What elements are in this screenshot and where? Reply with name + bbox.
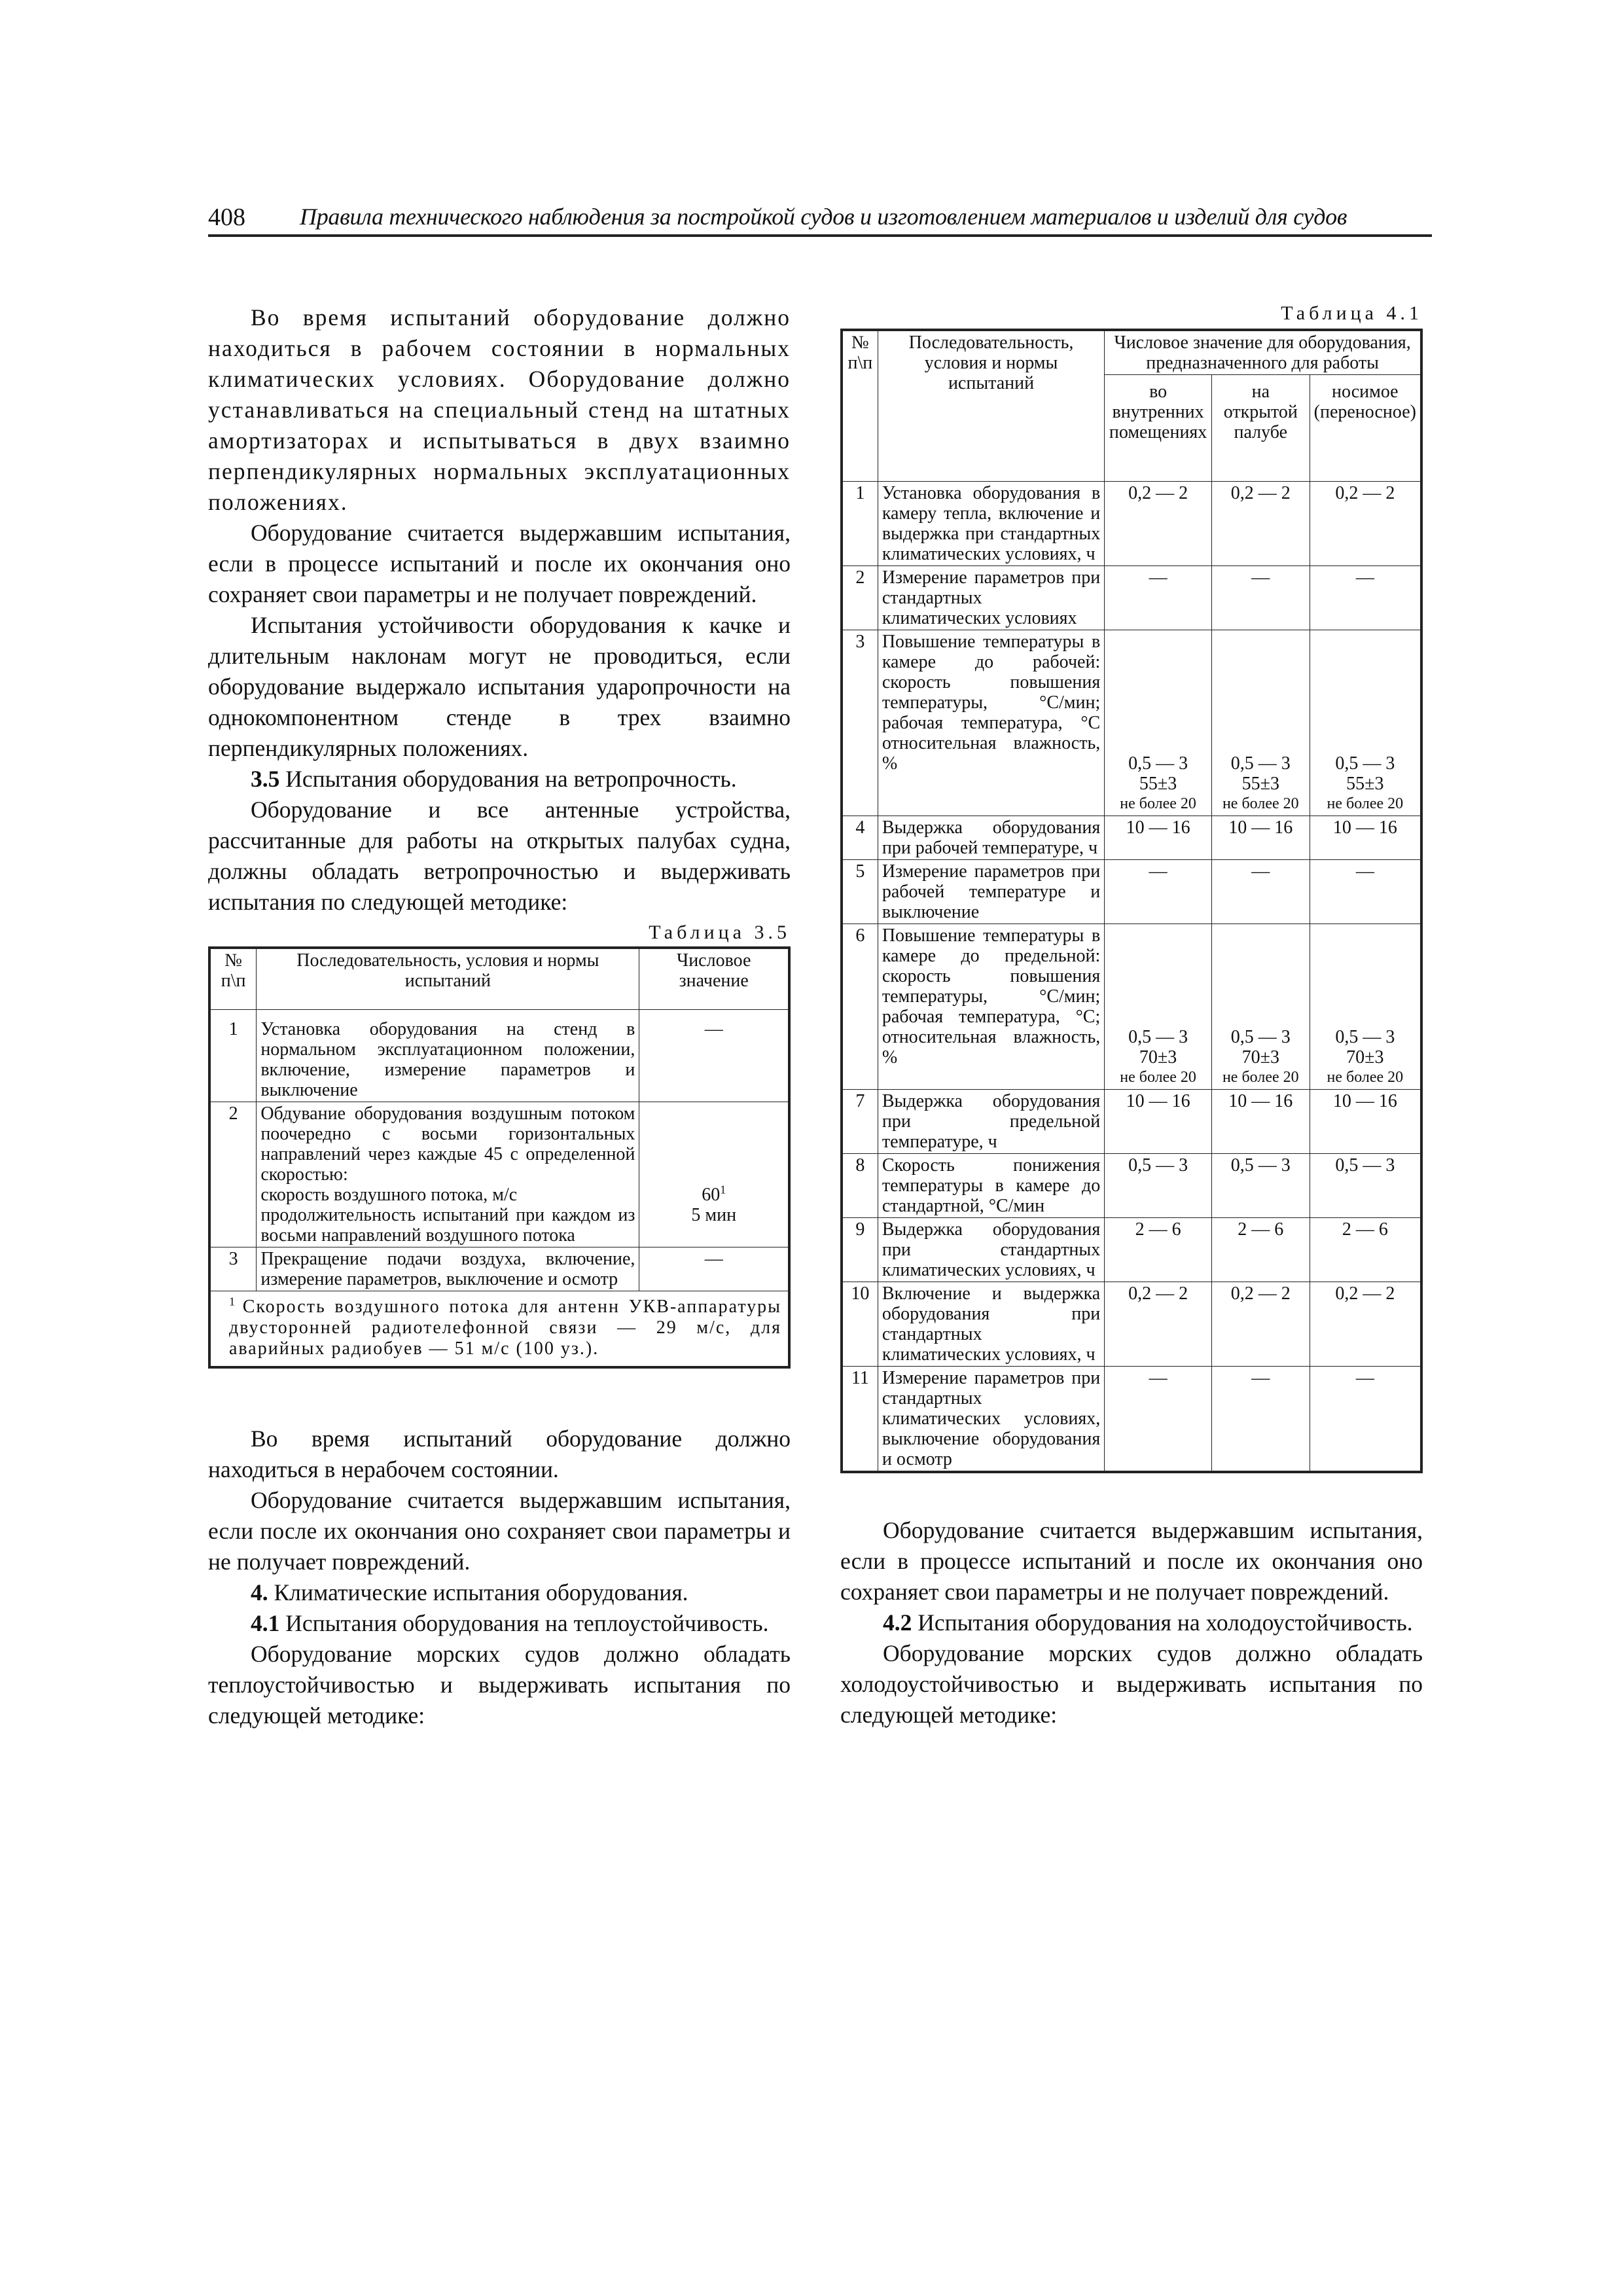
section-heading: 4.2 Испытания оборудования на холодоустойчивость. (883, 1609, 1413, 1636)
row-value: 2 — 6 (1105, 1218, 1212, 1282)
section-number: 3.5 (251, 766, 280, 792)
row-number: 11 (842, 1367, 878, 1473)
page-number: 408 (208, 204, 245, 231)
table-row: 2 Обдувание оборудования воздушным потоком поочередно с восьми горизонтальных направлений через каждые 45 с определенной скоростью: скорость воздушного потока, м/с продолжительность испытаний при каждом из восьми направлений воздушного потока $60^1$ 5 мин (209, 1102, 789, 1247)
header-num: № п\п (842, 330, 878, 482)
row-number: 10 (842, 1282, 878, 1367)
row-value: 10 — 16 (1310, 816, 1421, 860)
row-description: Выдержка оборудования при стандартных климатических условиях, ч (878, 1218, 1104, 1282)
table-footnote-row: $^1$ Скорость воздушного потока для антенн УКВ-аппаратуры двусторонней радиотелефонной связи — 29 м/с, для аварийных радиобуев — 51 м/с (100 уз.). (209, 1291, 789, 1368)
row-value: 0,5 — 3 (1310, 1154, 1421, 1218)
paragraph: Оборудование считается выдержавшим испытания, если после их окончания оно сохраняет свои параметры и не получает повреждений. (208, 1487, 791, 1575)
row-value: 0,5 — 3 55±3 не более 20 (1211, 630, 1310, 816)
row-value: — (1105, 1367, 1212, 1473)
row-description: Измерение параметров при стандартных климатических условиях (878, 566, 1104, 630)
table-3-5 (208, 946, 791, 1369)
table-row: 1 Установка оборудования на стенд в нормальном эксплуатационном положении, включение, измерение параметров и выключение — (209, 1010, 789, 1102)
row-number: 1 (842, 482, 878, 566)
table-row: 3 Прекращение подачи воздуха, включение, измерение параметров, выключение и осмотр — (209, 1247, 789, 1291)
row-value: 0,5 — 3 (1211, 1154, 1310, 1218)
header-indoor: во внутренних помещениях (1105, 375, 1212, 482)
table-row (842, 1367, 1421, 1473)
row-value: 0,5 — 3 (1105, 1154, 1212, 1218)
row-description: Включение и выдержка оборудования при стандартных климатических условиях, ч (878, 1282, 1104, 1367)
row-description: Повышение температуры в камере до предельной: скорость повышения температуры, °С/мин; рабочая температура, °С; относительная влажность, % (878, 924, 1104, 1090)
row-number: 9 (842, 1218, 878, 1282)
paragraph: Испытания устойчивости оборудования к качке и длительным наклонам могут не проводиться, если оборудование выдержало испытания ударопрочности на однокомпонентном стенде в трех взаимно перпендикулярных положениях. (208, 612, 791, 761)
row-value: — (1310, 566, 1421, 630)
page-header (208, 202, 1432, 237)
row-value: 10 — 16 (1105, 816, 1212, 860)
table-4-1 (840, 329, 1423, 1473)
row-value: 0,2 — 2 (1310, 1282, 1421, 1367)
row-value: — (1310, 1367, 1421, 1473)
row-value: 0,5 — 3 55±3 не более 20 (1310, 630, 1421, 816)
row-number: 3 (842, 630, 878, 816)
header-value: Числовое значение (639, 948, 789, 1010)
row-description: Установка оборудования в камеру тепла, включение и выдержка при стандартных климатических условиях, ч (878, 482, 1104, 566)
row-number: 8 (842, 1154, 878, 1218)
row-description: Скорость понижения температуры в камере до стандартной, °С/мин (878, 1154, 1104, 1218)
header-group: Числовое значение для оборудования, предназначенного для работы (1105, 330, 1421, 375)
row-number: 5 (842, 860, 878, 924)
header-deck: на открытой палубе (1211, 375, 1310, 482)
paragraph: Оборудование считается выдержавшим испытания, если в процессе испытаний и после их окончания оно сохраняет свои параметры и не получает повреждений. (208, 520, 791, 607)
table-row (842, 566, 1421, 630)
row-value: — (1211, 1367, 1310, 1473)
row-number: 4 (842, 816, 878, 860)
row-value: 10 — 16 (1310, 1090, 1421, 1154)
row-value: 2 — 6 (1310, 1218, 1421, 1282)
row-description: Измерение параметров при рабочей температуре и выключение (878, 860, 1104, 924)
row-value: 0,5 — 3 70±3 не более 20 (1105, 924, 1212, 1090)
row-value: — (1211, 566, 1310, 630)
table-row (842, 1282, 1421, 1367)
row-value: 10 — 16 (1211, 816, 1310, 860)
running-title: Правила технического наблюдения за постройкой судов и изготовлением материалов и изделий для судов (300, 204, 1347, 230)
header-desc: Последовательность, условия и нормы испытаний (257, 948, 639, 1010)
table-row (842, 1218, 1421, 1282)
paragraph: Во время испытаний оборудование должно находиться в нерабочем состоянии. (208, 1426, 791, 1482)
row-value: 0,2 — 2 (1310, 482, 1421, 566)
row-value: — (1105, 566, 1212, 630)
table-row (842, 816, 1421, 860)
row-value: 2 — 6 (1211, 1218, 1310, 1282)
table-caption: Таблица 3.5 (649, 922, 791, 943)
row-value: 0,2 — 2 (1211, 482, 1310, 566)
section-heading: 4.1 Испытания оборудования на теплоустойчивость. (251, 1610, 769, 1636)
row-number: 7 (842, 1090, 878, 1154)
table-row (842, 482, 1421, 566)
header-num: № п\п (209, 948, 257, 1010)
table-row (842, 924, 1421, 1090)
section-heading: 3.5 Испытания оборудования на ветропрочность. (251, 766, 737, 792)
row-value: 10 — 16 (1105, 1090, 1212, 1154)
row-number: 2 (842, 566, 878, 630)
table-row (842, 1154, 1421, 1218)
header-portable: носимое (переносное) (1310, 375, 1421, 482)
table-header-row (209, 948, 789, 1010)
row-description: Измерение параметров при стандартных климатических условиях, выключение оборудования и осмотр (878, 1367, 1104, 1473)
row-value: 0,2 — 2 (1105, 482, 1212, 566)
table-row (842, 860, 1421, 924)
paragraph: Оборудование считается выдержавшим испытания, если в процессе испытаний и после их окончания оно сохраняет свои параметры и не получает повреждений. (840, 1517, 1423, 1605)
row-value: 0,5 — 3 70±3 не более 20 (1211, 924, 1310, 1090)
row-description: Выдержка оборудования при рабочей температуре, ч (878, 816, 1104, 860)
paragraph: Во время испытаний оборудование должно находиться в рабочем состоянии в нормальных климатических условиях. Оборудование должно устанавливаться на специальный стенд на штатных амортизаторах и испытываться в двух взаимно перпендикулярных нормальных эксплуатационных положениях. (208, 304, 791, 515)
row-description: Повышение температуры в камере до рабочей: скорость повышения температуры, °С/мин; рабочая температура, °С относительная влажность, % (878, 630, 1104, 816)
row-value: 0,5 — 3 55±3 не более 20 (1105, 630, 1212, 816)
left-column (208, 302, 791, 1731)
table-body (842, 482, 1421, 1473)
row-value: 0,2 — 2 (1211, 1282, 1310, 1367)
row-description: Выдержка оборудования при предельной температуре, ч (878, 1090, 1104, 1154)
row-value: — (1211, 860, 1310, 924)
row-value: — (1310, 860, 1421, 924)
paragraph: Оборудование морских судов должно обладать холодоустойчивостью и выдерживать испытания по следующей методике: (840, 1640, 1423, 1728)
row-value: — (1105, 860, 1212, 924)
paragraph: Оборудование и все антенные устройства, рассчитанные для работы на открытых палубах судна, должны обладать ветропрочностью и выдерживать испытания по следующей методике: (208, 797, 791, 915)
paragraph: Оборудование морских судов должно обладать теплоустойчивостью и выдерживать испытания по следующей методике: (208, 1641, 791, 1729)
row-value: 10 — 16 (1211, 1090, 1310, 1154)
header-desc: Последовательность, условия и нормы испытаний (878, 330, 1104, 482)
section-heading: 4. Климатические испытания оборудования. (251, 1579, 688, 1605)
right-column (840, 302, 1423, 1731)
row-value: 0,2 — 2 (1105, 1282, 1212, 1367)
table-row (842, 630, 1421, 816)
table-row (842, 1090, 1421, 1154)
row-number: 6 (842, 924, 878, 1090)
table-caption: Таблица 4.1 (1281, 302, 1423, 324)
row-value: 0,5 — 3 70±3 не более 20 (1310, 924, 1421, 1090)
